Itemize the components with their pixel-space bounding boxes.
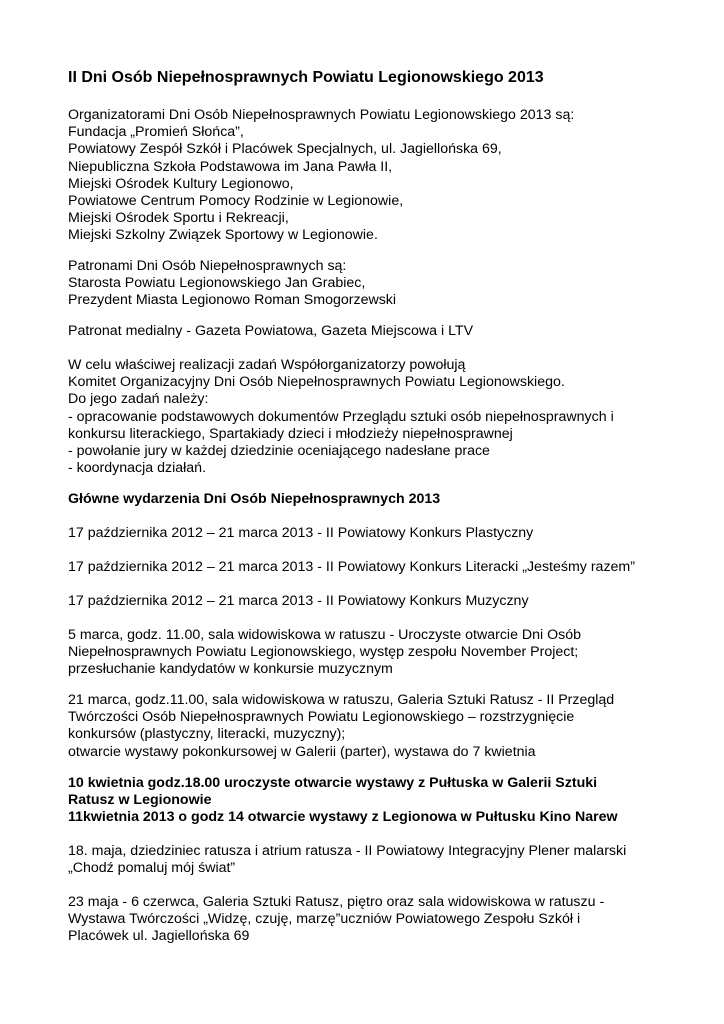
- committee-line: - koordynacja działań.: [68, 460, 207, 477]
- organizers-line: Organizatorami Dni Osób Niepełnosprawnych Powiatu Legionowskiego 2013 są:: [68, 107, 575, 123]
- committee-line: W celu właściwej realizacji zadań Współorganizatorzy powołują: [68, 357, 466, 373]
- organizers-line: Niepubliczna Szkoła Podstawowa im Jana Pawła II,: [68, 158, 393, 175]
- patrons-line: Patronami Dni Osób Niepełnosprawnych są:: [68, 258, 347, 274]
- event-line: 18. maja, dziedziniec ratusza i atrium ratusza - II Powiatowy Integracyjny Plener malarski: [68, 843, 627, 859]
- event-line: 17 października 2012 – 21 marca 2013 - II Powiatowy Konkurs Muzyczny: [68, 593, 529, 609]
- event-line: przesłuchanie kandydatów w konkursie muzycznym: [68, 661, 393, 678]
- committee-line: Do jego zadań należy:: [68, 391, 209, 408]
- event-item: [68, 692, 708, 761]
- event-line: konkursów (plastyczny, literacki, muzyczny);: [68, 726, 346, 743]
- media-patronage: [68, 323, 708, 340]
- organizers-line: Miejski Ośrodek Sportu i Rekreacji,: [68, 210, 289, 227]
- committee-line: konkursu literackiego, Spartakiady dzieci i młodzieży niepełnosprawnej: [68, 425, 513, 442]
- event-line: 11kwietnia 2013 o godz 14 otwarcie wystawy z Legionowa w Pułtusku Kino Narew: [68, 809, 618, 826]
- event-item: [68, 525, 708, 542]
- organizers-line: Fundacja „Promień Słońca”,: [68, 124, 244, 141]
- page-title: II Dni Osób Niepełnosprawnych Powiatu Legionowskiego 2013: [68, 69, 544, 86]
- event-item: [68, 627, 708, 679]
- event-line: 5 marca, godz. 11.00, sala widowiskowa w ratuszu - Uroczyste otwarcie Dni Osób: [68, 627, 582, 643]
- event-line: 17 października 2012 – 21 marca 2013 - II Powiatowy Konkurs Literacki „Jesteśmy razem”: [68, 559, 635, 575]
- event-line: Placówek ul. Jagiellońska 69: [68, 928, 250, 945]
- events-heading: [68, 491, 708, 508]
- organizers-line: Powiatowe Centrum Pomocy Rodzinie w Legionowie,: [68, 193, 404, 210]
- event-item: [68, 593, 708, 610]
- events-heading-text: Główne wydarzenia Dni Osób Niepełnosprawnych 2013: [68, 491, 441, 507]
- event-line: Ratusz w Legionowie: [68, 792, 212, 809]
- event-line: Niepełnosprawnych Powiatu Legionowskiego, występ zespołu November Project;: [68, 644, 579, 661]
- committee-line: Komitet Organizacyjny Dni Osób Niepełnosprawnych Powiatu Legionowskiego.: [68, 374, 565, 391]
- event-line: 21 marca, godz.11.00, sala widowiskowa w ratuszu, Galeria Sztuki Ratusz - II Przegląd: [68, 692, 615, 708]
- event-line: Twórczości Osób Niepełnosprawnych Powiatu Legionowskiego – rozstrzygnięcie: [68, 709, 575, 726]
- event-line: „Chodź pomaluj mój świat”: [68, 860, 236, 877]
- event-line: Wystawa Twórczości „Widzę, czuję, marzę”uczniów Powiatowego Zespołu Szkół i: [68, 911, 581, 928]
- organizers-line: Miejski Szkolny Związek Sportowy w Legionowie.: [68, 227, 378, 244]
- media-line: Patronat medialny - Gazeta Powiatowa, Gazeta Miejscowa i LTV: [68, 323, 474, 339]
- committee-line: - opracowanie podstawowych dokumentów Przeglądu sztuki osób niepełnosprawnych i: [68, 408, 614, 425]
- committee-line: - powołanie jury w każdej dziedzinie oceniającego nadesłane prace: [68, 443, 490, 460]
- organizers-section: [68, 107, 708, 245]
- event-item-highlighted: [68, 775, 708, 827]
- event-line: 23 maja - 6 czerwca, Galeria Sztuki Ratusz, piętro oraz sala widowiskowa w ratuszu -: [68, 894, 605, 910]
- event-line: otwarcie wystawy pokonkursowej w Galerii (parter), wystawa do 7 kwietnia: [68, 743, 536, 760]
- patrons-section: [68, 258, 708, 310]
- event-item: [68, 843, 708, 877]
- event-item: [68, 894, 708, 946]
- organizers-line: Miejski Ośrodek Kultury Legionowo,: [68, 175, 294, 192]
- organizers-line: Powiatowy Zespół Szkół i Placówek Specjalnych, ul. Jagiellońska 69,: [68, 141, 502, 158]
- event-line: 17 października 2012 – 21 marca 2013 - II Powiatowy Konkurs Plastyczny: [68, 525, 534, 541]
- patrons-line: Starosta Powiatu Legionowskiego Jan Grabiec,: [68, 275, 366, 292]
- event-line: 10 kwietnia godz.18.00 uroczyste otwarcie wystawy z Pułtuska w Galerii Sztuki: [68, 775, 598, 791]
- event-item: [68, 559, 708, 576]
- patrons-line: Prezydent Miasta Legionowo Roman Smogorzewski: [68, 292, 397, 309]
- committee-section: [68, 357, 708, 477]
